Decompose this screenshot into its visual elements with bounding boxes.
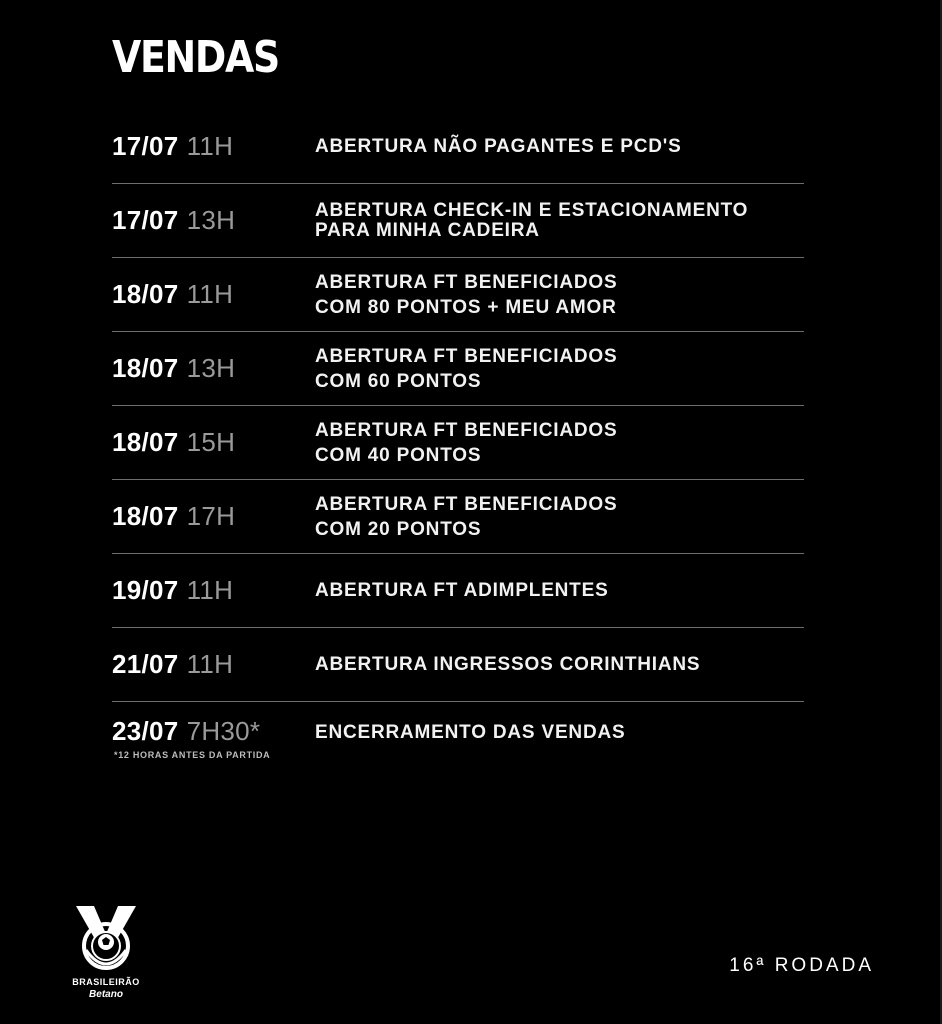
description-line: ABERTURA FT BENEFICIADOS — [315, 419, 618, 441]
schedule-when — [112, 332, 235, 405]
description-line: ABERTURA FT BENEFICIADOS — [315, 493, 618, 515]
footnote: *12 HORAS ANTES DA PARTIDA — [114, 750, 271, 760]
page-title: VENDAS — [112, 32, 280, 83]
schedule-when — [112, 184, 235, 257]
schedule-row — [112, 332, 804, 406]
schedule-hour: 13H — [186, 353, 236, 383]
schedule-date: 21/07 — [112, 649, 179, 679]
schedule-description — [315, 480, 804, 553]
schedule-description — [315, 258, 804, 331]
schedule-row — [112, 406, 804, 480]
schedule-hour: 13H — [186, 205, 236, 235]
schedule-row — [112, 554, 804, 628]
schedule-description — [315, 628, 804, 701]
description-line: COM 40 PONTOS — [315, 444, 482, 466]
schedule-date: 17/07 — [112, 131, 179, 161]
description-line: ABERTURA NÃO PAGANTES E PCD'S — [315, 136, 682, 157]
schedule-row — [112, 628, 804, 702]
description-line: PARA MINHA CADEIRA — [315, 219, 540, 241]
schedule-date: 18/07 — [112, 353, 179, 383]
logo-sponsor: Betano — [89, 989, 123, 1000]
description-line: ABERTURA FT BENEFICIADOS — [315, 271, 618, 293]
schedule-hour: 11H — [186, 131, 234, 161]
schedule-when — [112, 406, 235, 479]
schedule-hour: 11H — [186, 575, 234, 605]
schedule-when — [112, 554, 233, 627]
description-line: ABERTURA CHECK-IN E ESTACIONAMENTO — [315, 199, 749, 221]
schedule-when — [112, 258, 233, 331]
description-line: COM 60 PONTOS — [315, 370, 482, 392]
schedule-when — [112, 716, 260, 776]
schedule-row — [112, 184, 804, 258]
round-label: 16ª RODADA — [729, 955, 874, 976]
schedule-date: 19/07 — [112, 575, 179, 605]
schedule-row — [112, 480, 804, 554]
schedule-when — [112, 110, 233, 183]
schedule-description — [315, 332, 804, 405]
schedule-date: 18/07 — [112, 427, 179, 457]
schedule-hour: 17H — [186, 501, 236, 531]
schedule-date: 23/07 — [112, 716, 179, 746]
schedule-description — [315, 720, 804, 776]
brasileirao-logo — [62, 904, 150, 1014]
description-line: COM 80 PONTOS + MEU AMOR — [315, 296, 617, 318]
schedule-date: 17/07 — [112, 205, 179, 235]
description-line: ABERTURA FT BENEFICIADOS — [315, 345, 618, 367]
schedule-row — [112, 702, 804, 776]
schedule-when — [112, 480, 235, 553]
description-line: COM 20 PONTOS — [315, 518, 482, 540]
schedule-date: 18/07 — [112, 279, 179, 309]
schedule-description — [315, 406, 804, 479]
schedule-when — [112, 628, 233, 701]
schedule-hour: 11H — [186, 649, 234, 679]
schedule-row — [112, 258, 804, 332]
description-line: ABERTURA INGRESSOS CORINTHIANS — [315, 654, 701, 675]
sales-schedule — [112, 110, 804, 776]
schedule-description — [315, 554, 804, 627]
schedule-hour: 7H30* — [186, 716, 261, 746]
description-line: ENCERRAMENTO DAS VENDAS — [315, 722, 626, 743]
logo-wordmark: BRASILEIRÃO — [72, 977, 140, 987]
schedule-row — [112, 110, 804, 184]
schedule-date: 18/07 — [112, 501, 179, 531]
brasileirao-trophy-icon — [72, 904, 140, 976]
description-line: ABERTURA FT ADIMPLENTES — [315, 580, 609, 601]
schedule-description — [315, 184, 804, 257]
schedule-hour: 15H — [186, 427, 236, 457]
schedule-hour: 11H — [186, 279, 234, 309]
schedule-description — [315, 110, 804, 183]
